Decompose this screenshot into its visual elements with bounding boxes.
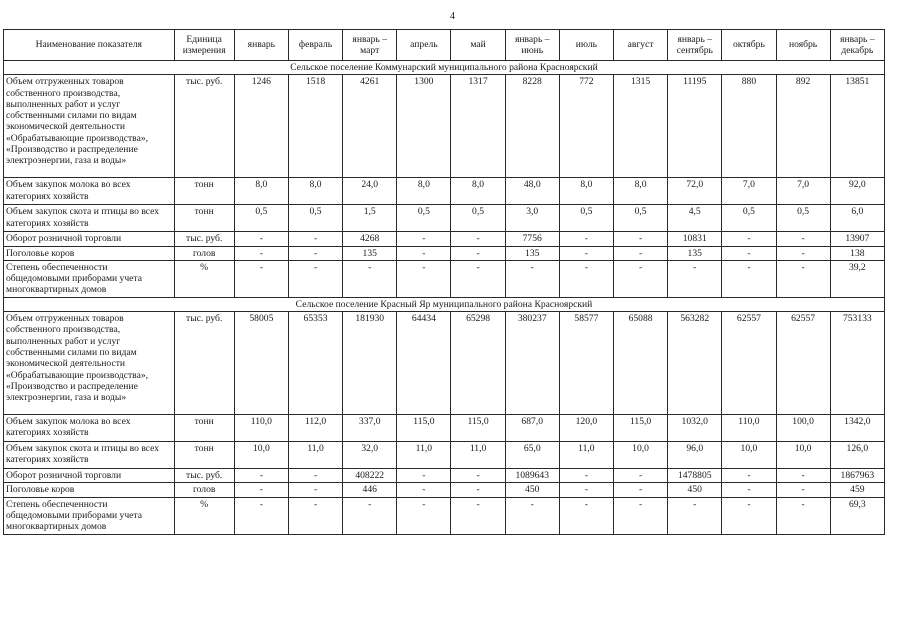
indicator-value: 6,0 xyxy=(830,205,884,232)
indicator-value: - xyxy=(451,246,505,260)
indicator-unit: голов xyxy=(174,483,234,497)
indicator-name: Поголовье коров xyxy=(4,483,175,497)
indicator-value: 62557 xyxy=(776,312,830,415)
indicator-value: - xyxy=(397,260,451,297)
indicator-value: 563282 xyxy=(668,312,722,415)
indicator-value: 10,0 xyxy=(722,442,776,469)
header-period: январь – сентябрь xyxy=(668,30,722,61)
indicator-value: 65353 xyxy=(288,312,342,415)
indicator-value: 8,0 xyxy=(288,178,342,205)
indicator-value: 0,5 xyxy=(234,205,288,232)
indicator-value: 7,0 xyxy=(776,178,830,205)
header-period: январь xyxy=(234,30,288,61)
indicator-value: 8,0 xyxy=(234,178,288,205)
indicator-value: 115,0 xyxy=(613,415,667,442)
indicator-value: - xyxy=(559,483,613,497)
indicator-value: 8,0 xyxy=(559,178,613,205)
indicator-value: 11,0 xyxy=(288,442,342,469)
indicator-name: Объем закупок молока во всех категориях хозяйств xyxy=(4,178,175,205)
indicator-value: 11195 xyxy=(668,75,722,178)
indicator-value: 10,0 xyxy=(613,442,667,469)
indicator-unit: % xyxy=(174,260,234,297)
indicator-value: 39,2 xyxy=(830,260,884,297)
indicator-value: - xyxy=(397,497,451,534)
indicator-value: 0,5 xyxy=(722,205,776,232)
table-row xyxy=(4,312,885,415)
indicator-value: 11,0 xyxy=(559,442,613,469)
indicator-unit: % xyxy=(174,497,234,534)
indicator-unit: тыс. руб. xyxy=(174,312,234,415)
header-period: август xyxy=(613,30,667,61)
indicator-value: - xyxy=(776,232,830,246)
indicator-value: - xyxy=(397,232,451,246)
indicator-name: Поголовье коров xyxy=(4,246,175,260)
header-period: январь – декабрь xyxy=(830,30,884,61)
header-row xyxy=(4,30,885,61)
indicator-unit: тонн xyxy=(174,178,234,205)
indicator-value: 115,0 xyxy=(451,415,505,442)
section-title: Сельское поселение Коммунарский муниципального района Красноярский xyxy=(4,61,885,75)
header-unit: Единица измерения xyxy=(174,30,234,61)
indicator-name: Оборот розничной торговли xyxy=(4,469,175,483)
indicator-value: 1317 xyxy=(451,75,505,178)
header-period: октябрь xyxy=(722,30,776,61)
indicator-value: 64434 xyxy=(397,312,451,415)
indicator-value: - xyxy=(451,260,505,297)
indicator-value: - xyxy=(397,469,451,483)
indicator-value: - xyxy=(288,497,342,534)
indicator-value: - xyxy=(722,497,776,534)
indicator-value: 1342,0 xyxy=(830,415,884,442)
indicator-value: - xyxy=(288,483,342,497)
header-period: ноябрь xyxy=(776,30,830,61)
indicator-value: 11,0 xyxy=(451,442,505,469)
indicator-name: Объем отгруженных товаров собственного производства, выполненных работ и услуг собственными силами по видам экономической деятельности «Обрабатывающие производства», «Производство и распределение электроэнергии, газа и воды» xyxy=(4,75,175,178)
table-row xyxy=(4,260,885,297)
indicator-value: 112,0 xyxy=(288,415,342,442)
indicator-value: 62557 xyxy=(722,312,776,415)
indicator-value: - xyxy=(722,260,776,297)
header-indicator-name: Наименование показателя xyxy=(4,30,175,61)
indicator-value: - xyxy=(288,260,342,297)
indicator-value: 10831 xyxy=(668,232,722,246)
indicator-value: - xyxy=(234,483,288,497)
indicator-value: 3,0 xyxy=(505,205,559,232)
table-body xyxy=(4,61,885,535)
table-row xyxy=(4,75,885,178)
indicator-value: 459 xyxy=(830,483,884,497)
indicator-value: - xyxy=(668,260,722,297)
indicator-unit: тыс. руб. xyxy=(174,232,234,246)
indicator-value: 1246 xyxy=(234,75,288,178)
indicator-value: - xyxy=(234,246,288,260)
indicator-value: 110,0 xyxy=(234,415,288,442)
indicator-value: 0,5 xyxy=(288,205,342,232)
table-row xyxy=(4,483,885,497)
indicator-value: - xyxy=(722,483,776,497)
indicator-value: 115,0 xyxy=(397,415,451,442)
indicator-value: 7,0 xyxy=(722,178,776,205)
indicator-unit: тонн xyxy=(174,442,234,469)
indicator-value: - xyxy=(559,232,613,246)
indicator-value: - xyxy=(613,497,667,534)
indicator-value: - xyxy=(288,232,342,246)
table-row xyxy=(4,232,885,246)
indicator-value: - xyxy=(722,469,776,483)
indicator-value: - xyxy=(234,469,288,483)
indicator-value: 0,5 xyxy=(559,205,613,232)
header-period: январь – июнь xyxy=(505,30,559,61)
indicator-unit: тонн xyxy=(174,415,234,442)
page-number: 4 xyxy=(450,11,455,22)
indicator-value: 408222 xyxy=(343,469,397,483)
indicator-value: 58577 xyxy=(559,312,613,415)
indicator-value: 65088 xyxy=(613,312,667,415)
indicator-value: 11,0 xyxy=(397,442,451,469)
indicator-value: - xyxy=(505,260,559,297)
indicator-name: Степень обеспеченности общедомовыми приборами учета многоквартирных домов xyxy=(4,497,175,534)
indicator-value: 1300 xyxy=(397,75,451,178)
indicator-value: - xyxy=(776,469,830,483)
indicator-value: 0,5 xyxy=(451,205,505,232)
indicator-value: 8,0 xyxy=(451,178,505,205)
indicator-value: - xyxy=(288,246,342,260)
table-row xyxy=(4,497,885,534)
indicator-value: - xyxy=(722,232,776,246)
indicator-value: - xyxy=(613,469,667,483)
indicator-value: 24,0 xyxy=(343,178,397,205)
indicator-value: 0,5 xyxy=(397,205,451,232)
indicator-value: 10,0 xyxy=(234,442,288,469)
indicator-value: 450 xyxy=(505,483,559,497)
indicator-value: 450 xyxy=(668,483,722,497)
indicator-value: 92,0 xyxy=(830,178,884,205)
indicator-value: - xyxy=(613,260,667,297)
header-period: февраль xyxy=(288,30,342,61)
indicator-value: - xyxy=(559,497,613,534)
indicator-value: 1032,0 xyxy=(668,415,722,442)
indicator-value: 32,0 xyxy=(343,442,397,469)
indicator-value: 8,0 xyxy=(397,178,451,205)
indicator-value: 0,5 xyxy=(776,205,830,232)
indicator-value: 1867963 xyxy=(830,469,884,483)
indicator-name: Степень обеспеченности общедомовыми приборами учета многоквартирных домов xyxy=(4,260,175,297)
indicator-value: - xyxy=(451,469,505,483)
indicator-value: - xyxy=(668,497,722,534)
indicator-value: 0,5 xyxy=(613,205,667,232)
indicator-value: - xyxy=(613,246,667,260)
indicator-value: 380237 xyxy=(505,312,559,415)
indicator-value: - xyxy=(451,232,505,246)
table-row xyxy=(4,469,885,483)
indicator-value: 4,5 xyxy=(668,205,722,232)
indicator-value: 1315 xyxy=(613,75,667,178)
indicator-value: 135 xyxy=(343,246,397,260)
section-row xyxy=(4,61,885,75)
indicator-value: 1,5 xyxy=(343,205,397,232)
indicator-value: - xyxy=(722,246,776,260)
indicator-value: 4268 xyxy=(343,232,397,246)
indicator-value: 135 xyxy=(505,246,559,260)
indicator-name: Объем закупок скота и птицы во всех категориях хозяйств xyxy=(4,442,175,469)
indicator-value: 96,0 xyxy=(668,442,722,469)
indicator-value: - xyxy=(559,469,613,483)
indicator-value: 65,0 xyxy=(505,442,559,469)
indicator-value: 13907 xyxy=(830,232,884,246)
indicator-value: - xyxy=(776,246,830,260)
indicator-value: 880 xyxy=(722,75,776,178)
indicator-value: 58005 xyxy=(234,312,288,415)
indicator-value: - xyxy=(234,497,288,534)
indicator-value: - xyxy=(397,483,451,497)
indicator-value: 687,0 xyxy=(505,415,559,442)
indicator-value: 135 xyxy=(668,246,722,260)
indicator-value: 10,0 xyxy=(776,442,830,469)
indicator-value: 446 xyxy=(343,483,397,497)
table-row xyxy=(4,442,885,469)
section-row xyxy=(4,297,885,311)
indicator-value: 1089643 xyxy=(505,469,559,483)
indicator-value: 65298 xyxy=(451,312,505,415)
header-period: январь – март xyxy=(343,30,397,61)
indicator-value: - xyxy=(234,232,288,246)
indicator-value: - xyxy=(343,497,397,534)
indicator-value: 8,0 xyxy=(613,178,667,205)
indicator-value: 753133 xyxy=(830,312,884,415)
indicator-value: 100,0 xyxy=(776,415,830,442)
indicator-value: 1478805 xyxy=(668,469,722,483)
indicator-value: 138 xyxy=(830,246,884,260)
indicator-value: 8228 xyxy=(505,75,559,178)
indicator-value: - xyxy=(613,232,667,246)
indicator-value: - xyxy=(505,497,559,534)
indicator-value: - xyxy=(776,483,830,497)
indicator-value: - xyxy=(559,246,613,260)
indicator-value: - xyxy=(343,260,397,297)
indicator-value: 892 xyxy=(776,75,830,178)
table-header xyxy=(4,30,885,61)
section-title: Сельское поселение Красный Яр муниципального района Красноярский xyxy=(4,297,885,311)
indicator-value: 181930 xyxy=(343,312,397,415)
indicator-value: 7756 xyxy=(505,232,559,246)
indicator-value: 1518 xyxy=(288,75,342,178)
header-period: апрель xyxy=(397,30,451,61)
indicator-value: - xyxy=(288,469,342,483)
indicator-value: 48,0 xyxy=(505,178,559,205)
indicator-value: 110,0 xyxy=(722,415,776,442)
indicator-value: 72,0 xyxy=(668,178,722,205)
indicator-value: 13851 xyxy=(830,75,884,178)
indicator-value: 4261 xyxy=(343,75,397,178)
indicator-unit: голов xyxy=(174,246,234,260)
indicator-name: Объем закупок скота и птицы во всех категориях хозяйств xyxy=(4,205,175,232)
indicator-name: Объем закупок молока во всех категориях хозяйств xyxy=(4,415,175,442)
indicator-value: - xyxy=(776,260,830,297)
header-period: май xyxy=(451,30,505,61)
indicator-value: - xyxy=(234,260,288,297)
table-row xyxy=(4,415,885,442)
indicator-value: 337,0 xyxy=(343,415,397,442)
indicator-value: - xyxy=(451,497,505,534)
indicator-value: - xyxy=(559,260,613,297)
indicator-unit: тонн xyxy=(174,205,234,232)
indicator-name: Объем отгруженных товаров собственного производства, выполненных работ и услуг собственными силами по видам экономической деятельности «Обрабатывающие производства», «Производство и распределение электроэнергии, газа и воды» xyxy=(4,312,175,415)
statistics-table xyxy=(3,29,885,535)
indicator-unit: тыс. руб. xyxy=(174,75,234,178)
table-row xyxy=(4,205,885,232)
indicator-value: - xyxy=(397,246,451,260)
indicator-value: 120,0 xyxy=(559,415,613,442)
indicator-value: 69,3 xyxy=(830,497,884,534)
indicator-value: 126,0 xyxy=(830,442,884,469)
table-row xyxy=(4,178,885,205)
table-row xyxy=(4,246,885,260)
indicator-value: - xyxy=(776,497,830,534)
header-period: июль xyxy=(559,30,613,61)
indicator-value: 772 xyxy=(559,75,613,178)
indicator-value: - xyxy=(451,483,505,497)
indicator-name: Оборот розничной торговли xyxy=(4,232,175,246)
indicator-unit: тыс. руб. xyxy=(174,469,234,483)
indicator-value: - xyxy=(613,483,667,497)
